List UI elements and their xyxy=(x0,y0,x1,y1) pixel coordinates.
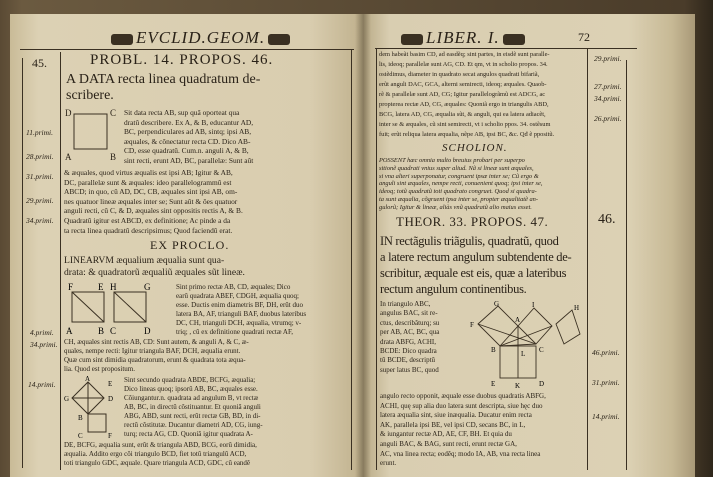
figure-label: L xyxy=(521,350,526,358)
divider xyxy=(376,48,377,470)
text-line: erũt anguli DAC, GCA, alterni semirecti, ideoq; æquales. Quaob- xyxy=(379,81,547,88)
text-line: turq; recta AG, CD. Quoniã igitur quadrata A- xyxy=(124,430,253,438)
text-line: gulorũ; Igitur & lineæ, aliàs vnũ quadratũ alio maius esset. xyxy=(379,203,532,211)
text-line: CD, esse quadratũ. Cum.n. anguli A, & B, xyxy=(124,146,249,156)
text-line: ostẽdimus, diameter in quadrato secat angulos quadrati bifariã, xyxy=(379,71,540,78)
figure-label: H xyxy=(110,282,117,292)
figure-label: D xyxy=(108,395,114,403)
proof-text-3 xyxy=(380,300,439,375)
text-line: DC, CH, trianguli DCH, æqualia, vtrumq; v- xyxy=(176,319,302,327)
divider xyxy=(22,58,23,468)
text-line: earũ quadrata ABEF, CDGH, æqualia quoq; xyxy=(176,292,299,300)
text-line: si vna alteri superponatur, congruent ipsæ inter se; Cũ ergo & xyxy=(379,172,539,180)
figure-label: A xyxy=(85,376,91,383)
proof-text-4 xyxy=(380,392,546,469)
figure-label: I xyxy=(532,301,535,309)
margin-note: 29.primi. xyxy=(594,54,622,63)
text-line: DC, parallelæ sunt & æquales: ideo parallelogrammũ est xyxy=(64,177,232,187)
figure-label: G xyxy=(494,300,500,308)
text-line: rectum angulum continentibus. xyxy=(380,282,527,296)
text-line: ideoq; totũ quadratũ toti quadrato congruet. Quod si quadra- xyxy=(379,188,537,196)
margin-note: 14.primi. xyxy=(28,380,56,389)
proof-text-continued xyxy=(64,168,243,235)
text-line: Quæ cum sint dimidia quadratorum, erunt & quadrata tota æqua- xyxy=(64,356,246,364)
text-line: drata ABFG, ACHI, xyxy=(380,337,436,346)
text-line: propterea rectæ AD, CG, æquales: Quoniã ergo in triangulis ABD, xyxy=(379,101,549,108)
enunciation: A DATA recta linea quadratum de- scribere. xyxy=(66,72,261,103)
text-line: In triangulo ABC, xyxy=(380,300,431,308)
margin-number: 46. xyxy=(598,212,616,227)
figure-label: B xyxy=(98,326,105,336)
text-line: sint recti, erunt AD, BC, parallelæ: Sunt aũt xyxy=(124,155,254,165)
text-line: erunt. xyxy=(380,459,397,468)
two-squares-figure xyxy=(64,282,172,337)
figure-label: F xyxy=(68,282,74,292)
text-line: scribitur, æquale est eis, quæ a lateribus xyxy=(380,266,567,280)
figure-label: G xyxy=(144,282,151,292)
divider xyxy=(351,50,352,470)
book-gutter xyxy=(355,14,371,477)
text-line: AC, vna linea recta; eodẽq; modo IA, AB, vna recta linea xyxy=(380,449,541,458)
figure-label: A xyxy=(515,316,521,324)
proof-text-2-second-case xyxy=(124,376,263,439)
text-line: AB, BC, in directũ cõstituantur. Et quoniã anguli xyxy=(124,403,261,411)
text-line: ABCD; in quo, cũ AD, DC, CB, æquales sint ipsi AB, om- xyxy=(64,187,238,197)
text-line: Quadratũ igitur est ABCD, ex definitione; Ac pinde a da xyxy=(64,215,231,225)
text-line: inter se & æquales, cũ sint semirecti, vt i scholio ppos. 34. ostẽsum xyxy=(379,121,551,128)
divider xyxy=(587,48,588,470)
divider xyxy=(626,60,627,470)
text-line: AK, parallela ipsi BE, vel ipsi CD, secans BC, in L, xyxy=(380,420,526,429)
text-line: triq; , cũ ex definitione quadrati rectæ AF, xyxy=(176,328,294,336)
proof-text xyxy=(379,50,554,140)
figure-label: C xyxy=(110,108,117,118)
text-line: BCDE: Dico quadra xyxy=(380,347,437,356)
right-running-head: LIBER. I. xyxy=(398,28,528,48)
figure-label: D xyxy=(144,326,151,336)
figure-label: F xyxy=(470,321,474,329)
margin-note: 26.primi. xyxy=(594,114,622,123)
text-line: ACHI, quę sup alia duo latera sunt descripta, siue hęc duo xyxy=(380,401,543,410)
figure-label: E xyxy=(108,380,113,388)
text-line: Cõiungantur.n. quadrata ad angulum B, vt rectæ xyxy=(124,394,259,402)
figure-label: C xyxy=(539,346,544,354)
page-number: 72 xyxy=(578,30,590,44)
section-heading: EX PROCLO. xyxy=(150,238,230,252)
proposition-title: THEOR. 33. PROPOS. 47. xyxy=(396,214,549,229)
figure-label: B xyxy=(78,414,83,422)
divider xyxy=(375,48,637,49)
figure-label: H xyxy=(574,304,580,312)
figure-label: C xyxy=(78,432,83,440)
text-line: æquales, & cõnectatur recta CD. Dico AB- xyxy=(124,136,251,146)
proposition-title: PROBL. 14. PROPOS. 46. xyxy=(90,52,274,68)
text-line: anguli recti, cũ C, & D, æquales sint oppositis rectis A, & B. xyxy=(64,206,243,216)
proof-text-2 xyxy=(176,283,306,337)
margin-note: 31.primi. xyxy=(26,172,54,181)
text-line: tũ BCDE, descriptũ xyxy=(380,356,436,365)
margin-note: 34.primi. xyxy=(26,216,54,225)
margin-note: 27.primi. xyxy=(594,82,622,91)
ornament-icon xyxy=(401,34,423,45)
text-line: anguli sint æquales, nempe recti, conuenient quoq; ipsi inter se, xyxy=(379,180,543,188)
figure-label: C xyxy=(110,326,117,336)
left-running-head: EVCLID.GEOM. xyxy=(108,28,293,48)
text-line: per AB, AC, BC, qua xyxy=(380,328,440,337)
margin-note: 34.primi. xyxy=(594,94,622,103)
enunciation xyxy=(380,233,571,297)
divider xyxy=(20,49,354,50)
figure-label: D xyxy=(539,380,545,388)
text-line: a latere rectum angulum subtendente de- xyxy=(380,250,572,264)
text-line: Sint primo rectæ AB, CD, æquales; Dico xyxy=(176,283,291,291)
text-line: ABG, ABD, sunt recti, erũt rectæ GB, BD, in di- xyxy=(124,412,261,420)
figure-label: E xyxy=(491,380,496,388)
text-line: ta sunt æqualia, cõgruent ipsa inter se, propter æqualitatẽ an- xyxy=(379,195,538,203)
text-line: Dico lineas quoq; ipsorũ AB, BC, æquales esse. xyxy=(124,385,258,393)
figure-label: F xyxy=(108,432,112,440)
margin-note: 14.primi. xyxy=(592,412,620,421)
text-line: lis, ideoq; parallelæ sunt AG, CD. Et qm, vt in scholio propos. 34. xyxy=(379,61,548,68)
text-line: angulus BAC, sit re- xyxy=(380,309,438,318)
text-line: CH, æquales sint rectis AB, CD: Sunt autem, & anguli A, & C, æ- xyxy=(64,338,249,346)
text-line: BCG, latera AD, CG, æqualia sũt, & anguli, qui ea latera adiacẽt, xyxy=(379,111,546,118)
text-line: Sit data recta AB, sup quã oporteat qua xyxy=(124,108,240,117)
text-line: latera BA, AF, trianguli BAF, duobus lateribus xyxy=(176,310,307,318)
figure-label: K xyxy=(515,382,521,390)
margin-note: 11.primi. xyxy=(26,128,53,137)
text-line: toti triangulo GDC, æquale. Quare triangula ACD, GDC, cũ eandẽ xyxy=(64,459,251,467)
scholion-heading: SCHOLION. xyxy=(442,142,508,154)
proof-text-2-continued xyxy=(64,338,249,374)
scholion-text xyxy=(379,157,542,212)
proof-text xyxy=(124,108,253,166)
text-line: sitionẽ quadrati vnius super aliud. Nã si lineæ sunt æquales, xyxy=(379,164,534,172)
proof-text-2-end xyxy=(64,441,257,468)
text-line: rectũ cõstitutæ. Ducantur diametri AD, CG, iung- xyxy=(124,421,263,429)
text-line: rẽ & parallelæ sunt AD, CG; Igitur parallelogrãmũ est ADCG, ac xyxy=(379,91,546,98)
margin-number: 45. xyxy=(32,56,47,70)
text-line: ctus, describãturq; su xyxy=(380,318,440,327)
text-line: anguli BAC, & BAG, sunt recti, erunt rectæ GA, xyxy=(380,439,517,448)
ornament-icon xyxy=(111,34,133,45)
text-line: ta recta linea quadratũ descripsimus; Quod faciendũ erat. xyxy=(64,225,233,235)
figure-label: E xyxy=(98,282,104,292)
margin-note: 4.primi. xyxy=(30,328,54,337)
text-line: IN rectãgulis triãgulis, quadratũ, quod xyxy=(380,234,559,248)
figure-label: B xyxy=(110,152,117,162)
text-line: nes quatuor lineæ æquales inter se; Sunt aũt & ôes quatuor xyxy=(64,196,238,206)
text-line: BC, perpendiculares ad AB, sintq; ipsi AB, xyxy=(124,127,252,137)
figure-label: G xyxy=(64,395,70,403)
margin-note: 28.primi. xyxy=(26,152,54,161)
text-line: angulo recto opponit, æquale esse duobus quadratis ABFG, xyxy=(380,392,546,400)
text-line: DE, BCFG, æqualia sunt, erũt & triangula ABD, BCG, eorũ dimidia, xyxy=(64,441,257,449)
pythagoras-figure xyxy=(468,300,584,390)
figure-label: A xyxy=(65,152,72,162)
text-line: Sint secundo quadrata ABDE, BCFG, æqualia; xyxy=(124,376,256,384)
ornament-icon xyxy=(268,34,290,45)
text-line: esse. Ductis enim diametris BF, DH, erũt duo xyxy=(176,301,303,309)
text-line: latera æqualia sint, siue inæqualia. Ducatur enim recta xyxy=(380,411,532,420)
figure-label: B xyxy=(491,346,496,354)
squares-figure-3 xyxy=(64,376,122,440)
text-line: æqualia. Addito ergo cõi triangulo BCD, fiet totũ triangulũ ACD, xyxy=(64,450,247,458)
text-line: super latus BC, quod xyxy=(380,365,439,374)
ornament-icon xyxy=(503,34,525,45)
text-line: fuit; erũt reliqua latera æqualia, nẽpe AB, ipsi BC, &c. Qđ ẽ ppositũ. xyxy=(379,131,555,138)
margin-note: 29.primi. xyxy=(26,196,54,205)
enunciation-2: LINEARVM æqualium æqualia sunt qua- drata: & quadratorũ æqualiũ æquales sũt lineæ. xyxy=(64,255,245,278)
text-line: & æquales, quod virtus æqualis est ipsi AB; Igitur & AB, xyxy=(64,168,233,177)
text-line: quales, nempe recti: Igitur triangula BAF, DCH, æqualia erunt. xyxy=(64,347,241,355)
figure-label: A xyxy=(66,326,73,336)
margin-note: 31.primi. xyxy=(592,378,620,387)
square-figure xyxy=(64,106,120,166)
margin-note: 34.primi. xyxy=(30,340,58,349)
divider xyxy=(60,52,61,470)
text-line: POSSENT hæc omnia multo breuius probari per superpo xyxy=(379,157,525,164)
text-line: & iungantur rectæ AD, AE, CF, BH. Et quia du xyxy=(380,430,512,439)
figure-label: D xyxy=(65,108,72,118)
text-line: lia. Quod est propositum. xyxy=(64,365,135,373)
text-line: dratũ describere. Ex A, & B, educantur AD, xyxy=(124,117,254,127)
margin-note: 46.primi. xyxy=(592,348,620,357)
text-line: dem habeãt basim CD, ad easdẽq; sint partes, in eisdẽ sunt paralle- xyxy=(379,51,550,58)
